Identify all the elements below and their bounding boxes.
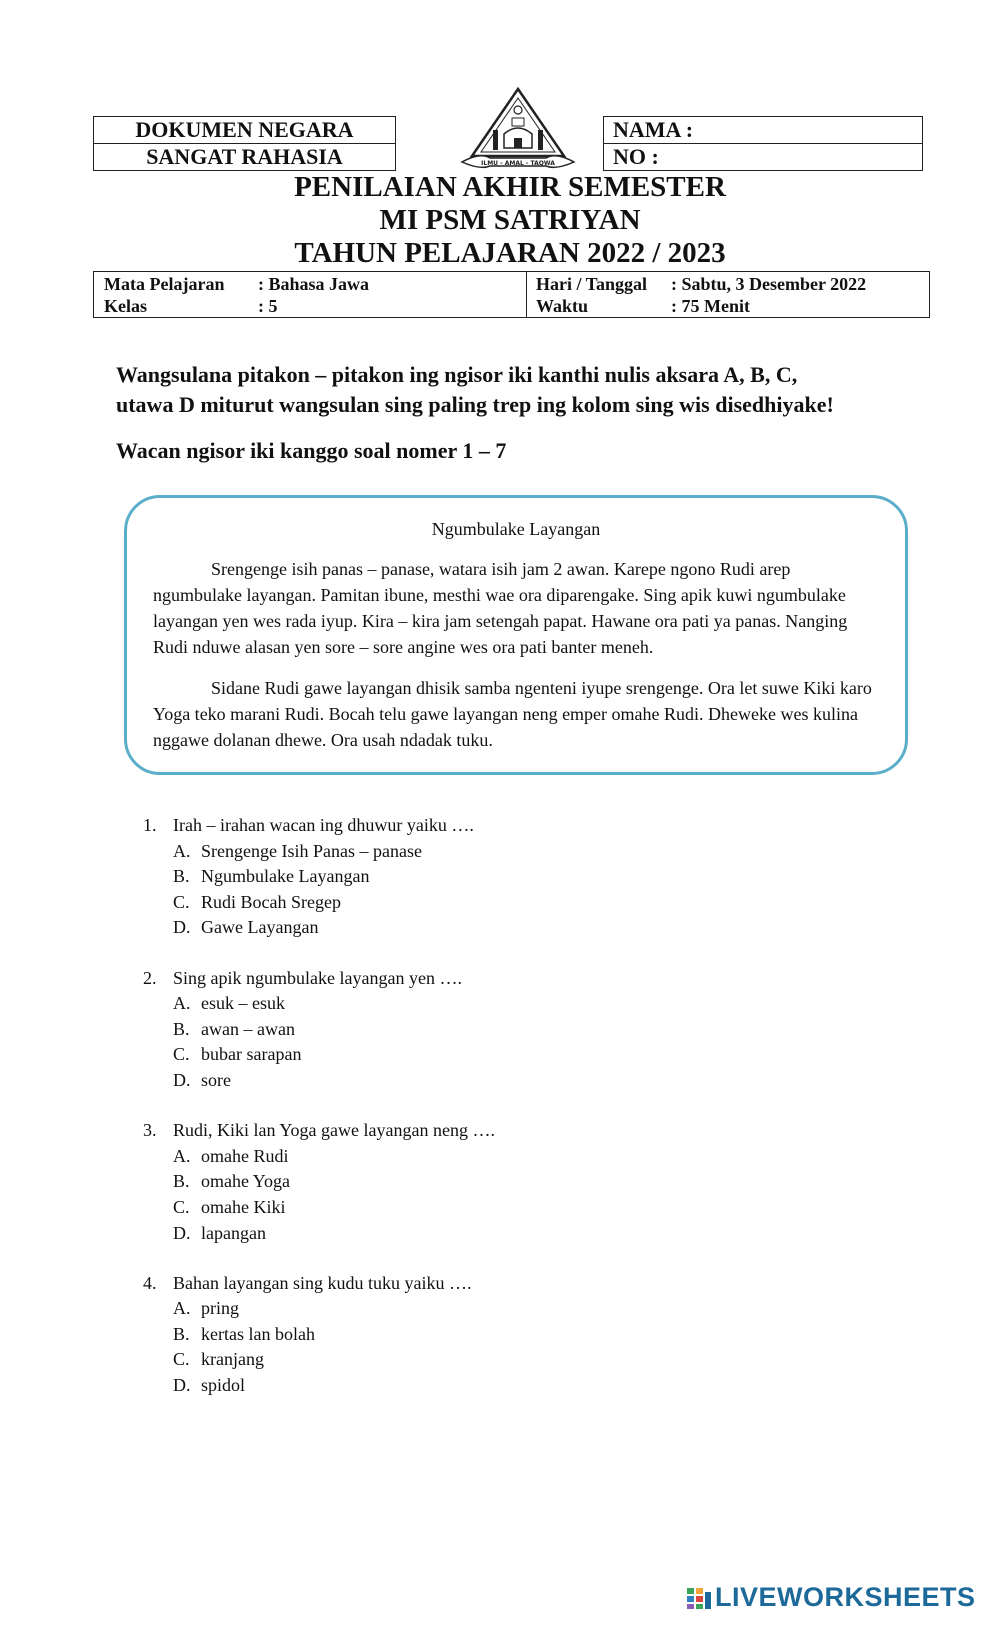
number-field[interactable]: NO : bbox=[604, 143, 922, 169]
answer-option[interactable] bbox=[143, 1068, 903, 1094]
option-letter: D. bbox=[173, 1069, 191, 1090]
question-number: 4. bbox=[143, 1272, 157, 1293]
question-item bbox=[143, 1271, 903, 1399]
reading-passage-box bbox=[124, 495, 908, 775]
option-letter: B. bbox=[173, 1018, 190, 1039]
class-value: : 5 bbox=[258, 296, 278, 316]
date-label: Hari / Tanggal bbox=[535, 274, 648, 294]
option-text: spidol bbox=[201, 1375, 246, 1396]
answer-option[interactable] bbox=[143, 890, 903, 916]
exam-info-left bbox=[94, 272, 526, 317]
answer-option[interactable] bbox=[143, 1373, 903, 1399]
option-letter: C. bbox=[173, 1044, 190, 1065]
answer-option[interactable] bbox=[143, 1144, 903, 1170]
option-letter: C. bbox=[173, 1196, 190, 1217]
option-text: Rudi Bocah Sregep bbox=[201, 891, 341, 912]
option-letter: C. bbox=[173, 1349, 190, 1370]
option-text: Ngumbulake Layangan bbox=[201, 866, 370, 887]
option-letter: B. bbox=[173, 866, 190, 887]
answer-option[interactable] bbox=[143, 1169, 903, 1195]
option-letter: D. bbox=[173, 1222, 191, 1243]
answer-option[interactable] bbox=[143, 1296, 903, 1322]
liveworksheets-brand: LIVEWORKSHEETS bbox=[715, 1582, 976, 1612]
name-field[interactable]: NAMA : bbox=[613, 117, 694, 142]
answer-instructions bbox=[116, 360, 946, 420]
question-text: Sing apik ngumbulake layangan yen …. bbox=[173, 967, 462, 988]
option-text: kranjang bbox=[201, 1349, 264, 1370]
option-text: omahe Rudi bbox=[201, 1145, 289, 1166]
option-text: omahe Yoga bbox=[201, 1171, 290, 1192]
reading-instruction: Wacan ngisor iki kanggo soal nomer 1 – 7 bbox=[116, 438, 507, 463]
question-text: Bahan layangan sing kudu tuku yaiku …. bbox=[173, 1272, 472, 1293]
reading-paragraph: Srengenge isih panas – panase, watara isih jam 2 awan. Karepe ngono Rudi arep ngumbulake layangan. Pamitan ibune, mesthi wae ora diparengake. Sing apik kuwi ngumbulake layangan yen wes rada iyup. Kira – kira jam setengah papat. Hawane ora pati ya panas. Nanging Rudi nduwe alasan yen sore – sore angine wes ora pati banter meneh. bbox=[153, 559, 848, 657]
document-status-box bbox=[93, 116, 396, 171]
option-text: omahe Kiki bbox=[201, 1196, 286, 1217]
option-letter: A. bbox=[173, 1298, 191, 1319]
question-text: Irah – irahan wacan ing dhuwur yaiku …. bbox=[173, 815, 474, 835]
instruction-line: utawa D miturut wangsulan sing paling trep ing kolom sing wis disedhiyake! bbox=[116, 392, 834, 417]
instruction-line: Wangsulana pitakon – pitakon ing ngisor iki kanthi nulis aksara A, B, C, bbox=[116, 362, 798, 387]
option-text: pring bbox=[201, 1298, 239, 1319]
answer-option[interactable] bbox=[143, 864, 903, 890]
reading-paragraph: Sidane Rudi gawe layangan dhisik samba ngenteni iyupe srengenge. Ora let suwe Kiki karo Yoga teko marani Rudi. Bocah telu gawe layangan neng emper omahe Rudi. Dheweke wes kulina nggawe dolanan dhewe. Ora usah ndadak tuku. bbox=[153, 678, 872, 750]
question-text: Rudi, Kiki lan Yoga gawe layangan neng …. bbox=[173, 1120, 495, 1141]
answer-option[interactable] bbox=[143, 1017, 903, 1043]
option-letter: A. bbox=[173, 840, 191, 861]
time-label: Waktu bbox=[535, 296, 588, 316]
question-number: 3. bbox=[143, 1120, 157, 1141]
document-status-line: DOKUMEN NEGARA bbox=[135, 117, 354, 142]
class-label: Kelas bbox=[104, 296, 147, 316]
option-text: kertas lan bolah bbox=[201, 1323, 315, 1344]
answer-option[interactable] bbox=[143, 1347, 903, 1373]
option-letter: A. bbox=[173, 1145, 191, 1166]
time-value: : 75 Menit bbox=[670, 296, 750, 316]
option-letter: A. bbox=[173, 993, 191, 1014]
question-number: 1. bbox=[143, 815, 157, 835]
academic-year: TAHUN PELAJARAN 2022 / 2023 bbox=[294, 237, 726, 269]
answer-option[interactable] bbox=[143, 839, 903, 865]
liveworksheets-logo-icon bbox=[686, 1586, 712, 1610]
emblem-ribbon-text: ILMU - AMAL - TAQWA bbox=[481, 160, 555, 167]
confidentiality-line: SANGAT RAHASIA bbox=[94, 143, 395, 169]
option-text: bubar sarapan bbox=[201, 1044, 302, 1065]
answer-option[interactable] bbox=[143, 1221, 903, 1247]
option-text: Srengenge Isih Panas – panase bbox=[201, 840, 422, 861]
option-text: Gawe Layangan bbox=[201, 917, 319, 938]
exam-info-table bbox=[93, 271, 930, 318]
question-number: 2. bbox=[143, 967, 157, 988]
option-text: sore bbox=[201, 1069, 231, 1090]
option-text: esuk – esuk bbox=[201, 993, 285, 1014]
option-letter: B. bbox=[173, 1323, 190, 1344]
question-list bbox=[143, 813, 903, 1423]
question-item bbox=[143, 1118, 903, 1246]
exam-info-right bbox=[526, 272, 929, 317]
option-letter: B. bbox=[173, 1171, 190, 1192]
school-emblem-logo bbox=[458, 86, 578, 172]
date-value: : Sabtu, 3 Desember 2022 bbox=[670, 274, 867, 294]
answer-option[interactable] bbox=[143, 915, 903, 941]
subject-value: : Bahasa Jawa bbox=[258, 274, 370, 294]
answer-option[interactable] bbox=[143, 991, 903, 1017]
answer-option[interactable] bbox=[143, 1195, 903, 1221]
exam-title: PENILAIAN AKHIR SEMESTER bbox=[294, 171, 726, 203]
school-name: MI PSM SATRIYAN bbox=[379, 204, 641, 236]
question-item bbox=[143, 813, 903, 941]
option-letter: C. bbox=[173, 891, 190, 912]
subject-label: Mata Pelajaran bbox=[104, 274, 225, 294]
student-identity-box bbox=[603, 116, 923, 171]
option-text: awan – awan bbox=[201, 1018, 295, 1039]
question-item bbox=[143, 966, 903, 1094]
answer-option[interactable] bbox=[143, 1042, 903, 1068]
option-text: lapangan bbox=[201, 1222, 266, 1243]
option-letter: D. bbox=[173, 917, 191, 938]
reading-title: Ngumbulake Layangan bbox=[431, 519, 601, 539]
liveworksheets-watermark[interactable] bbox=[686, 1582, 976, 1613]
answer-option[interactable] bbox=[143, 1322, 903, 1348]
option-letter: D. bbox=[173, 1375, 191, 1396]
